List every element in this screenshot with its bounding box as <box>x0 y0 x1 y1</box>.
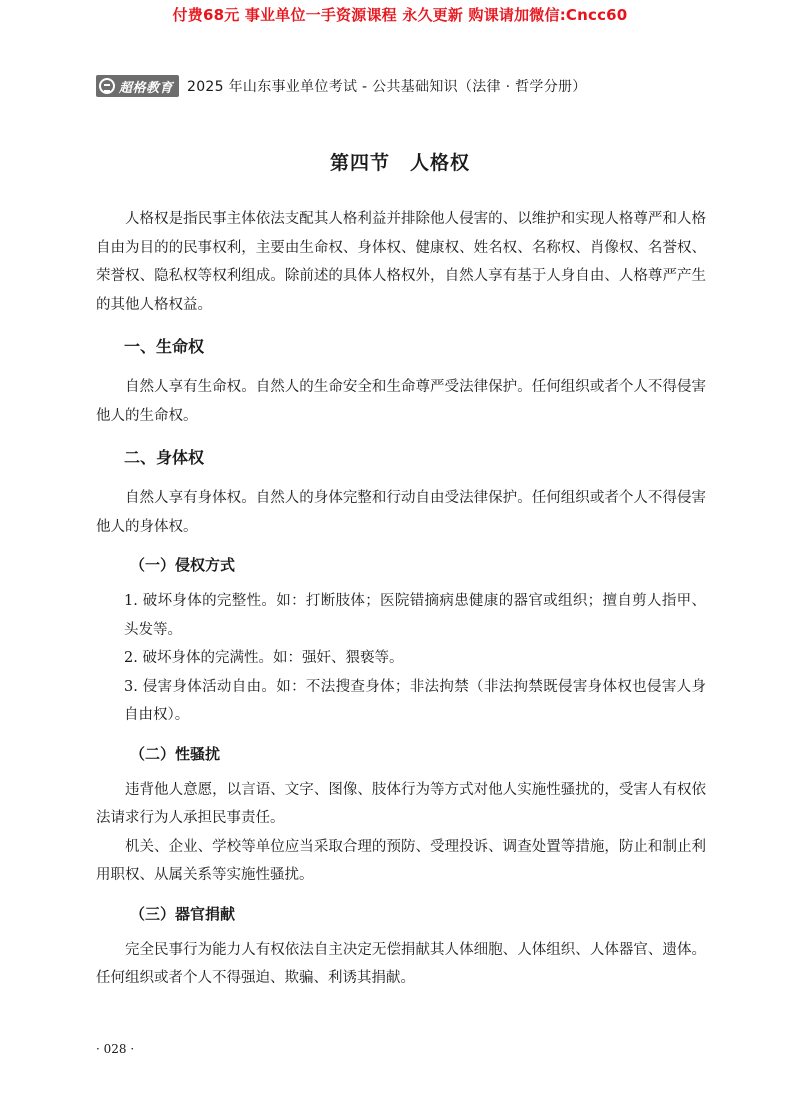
heading-life-right: 一、生命权 <box>124 337 205 356</box>
body-right-paragraph: 自然人享有身体权。自然人的身体完整和行动自由受法律保护。任何组织或者个人不得侵害他人的身体权。 <box>96 490 706 535</box>
list-item: 3. 侵害身体活动自由。如：不法搜查身体；非法拘禁（非法拘禁既侵害身体权也侵害人身自由权）。 <box>124 678 706 723</box>
publisher-logo <box>96 75 179 97</box>
heading-body-right: 二、身体权 <box>124 448 205 467</box>
harassment-paragraph: 违背他人意愿，以言语、文字、图像、肢体行为等方式对他人实施性骚扰的，受害人有权依法请求行为人承担民事责任。 <box>96 781 706 826</box>
page-number: · 028 · <box>96 1042 135 1056</box>
heading-infringement: （一）侵权方式 <box>130 556 236 574</box>
intro-paragraph: 人格权是指民事主体依法支配其人格利益并排除他人侵害的、以维护和实现人格尊严和人格自由为目的的民事权利，主要由生命权、身体权、健康权、姓名权、名称权、肖像权、名誉权、荣誉权、隐私权等权利组成。除前述的具体人格权外，自然人享有基于人身自由、人格尊严产生的其他人格权益。 <box>96 211 706 313</box>
logo-icon <box>99 78 115 94</box>
organ-donation-paragraph: 完全民事行为能力人有权依法自主决定无偿捐献其人体细胞、人体组织、人体器官、遗体。任何组织或者个人不得强迫、欺骗、利诱其捐献。 <box>96 941 706 986</box>
logo-text: 超格教育 <box>119 80 174 96</box>
book-title: 2025 年山东事业单位考试 - 公共基础知识（法律 · 哲学分册） <box>187 79 587 95</box>
list-item: 1. 破坏身体的完整性。如：打断肢体；医院错摘病患健康的器官或组织；擅自剪人指甲、头发等。 <box>124 593 706 638</box>
heading-organ-donation: （三）器官捐献 <box>130 904 236 923</box>
main-content <box>96 205 706 993</box>
page-header <box>96 74 587 98</box>
list-item: 2. 破坏身体的完满性。如：强奸、猥亵等。 <box>124 650 404 666</box>
life-right-paragraph: 自然人享有生命权。自然人的生命安全和生命尊严受法律保护。任何组织或者个人不得侵害他人的生命权。 <box>96 379 706 424</box>
watermark-banner: 付费68元 事业单位一手资源课程 永久更新 购课请加微信:Cncc60 <box>172 6 628 24</box>
heading-harassment: （二）性骚扰 <box>130 744 221 763</box>
section-title: 第四节 人格权 <box>329 152 470 174</box>
harassment-paragraph: 机关、企业、学校等单位应当采取合理的预防、受理投诉、调查处置等措施，防止和制止利用职权、从属关系等实施性骚扰。 <box>96 838 706 883</box>
